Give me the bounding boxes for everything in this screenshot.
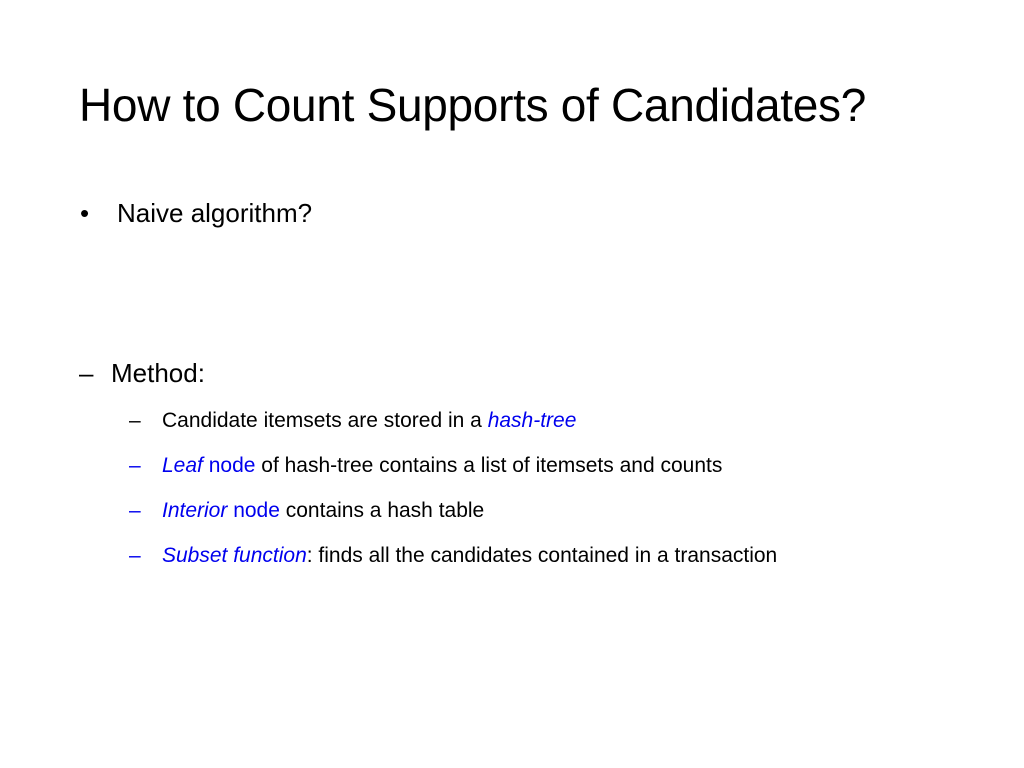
term-hash-tree: hash-tree bbox=[487, 409, 577, 432]
bullet-marker: • bbox=[80, 198, 90, 228]
sub-item-subset-function bbox=[129, 542, 777, 587]
slide-title: How to Count Supports of Candidates? bbox=[79, 79, 867, 131]
dash-marker: – bbox=[79, 358, 94, 388]
sub-item-leaf-node bbox=[129, 452, 777, 497]
sub-item-text: contains a hash table bbox=[279, 499, 485, 522]
term-leaf: Leaf bbox=[162, 454, 203, 477]
method-label: Method: bbox=[111, 358, 205, 388]
sub-item-text: : finds all the candidates contained in a transaction bbox=[306, 544, 778, 567]
dash-marker: – bbox=[129, 499, 141, 522]
bullet-naive-algorithm bbox=[80, 197, 312, 231]
term-interior: Interior bbox=[162, 499, 228, 522]
term-node: node bbox=[227, 499, 280, 522]
sub-item-interior-node bbox=[129, 497, 777, 542]
dash-marker: – bbox=[129, 454, 141, 477]
sub-item-text: Candidate itemsets are stored in a bbox=[162, 409, 488, 432]
term-subset-function: Subset function bbox=[162, 544, 307, 567]
bullet-text: Naive algorithm? bbox=[117, 198, 313, 228]
bullet-method bbox=[79, 357, 205, 391]
method-sub-list bbox=[129, 407, 777, 587]
dash-marker: – bbox=[129, 544, 141, 567]
term-node: node bbox=[202, 454, 256, 477]
dash-marker: – bbox=[129, 409, 141, 432]
sub-item-text: of hash-tree contains a list of itemsets and counts bbox=[255, 454, 723, 477]
sub-item-hash-tree bbox=[129, 407, 777, 452]
